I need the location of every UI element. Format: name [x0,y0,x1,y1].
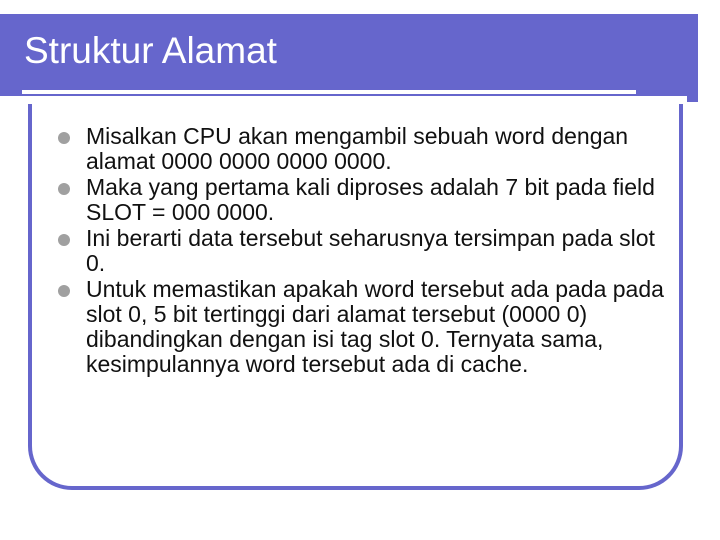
bullet-text: Misalkan CPU akan mengambil sebuah word dengan alamat 0000 0000 0000 0000. [86,123,629,174]
bullet-item [58,277,668,377]
bullet-dot-icon [58,234,70,246]
title-underline [22,90,636,94]
bullet-text: Maka yang pertama kali diproses adalah 7 bit pada field SLOT = 000 0000. [86,174,655,225]
bullet-dot-icon [58,132,70,144]
bullet-item [58,226,668,276]
bullet-item [58,124,668,174]
corner-notch [696,0,720,12]
bullet-dot-icon [58,285,70,297]
bullet-text: Ini berarti data tersebut seharusnya tersimpan pada slot 0. [86,225,655,276]
bullet-list [58,124,668,378]
bullet-dot-icon [58,183,70,195]
bullet-text: Untuk memastikan apakah word tersebut ada pada pada slot 0, 5 bit tertinggi dari alamat tersebut (0000 0) dibandingkan dengan isi tag slot 0. Ternyata sama, kesimpulannya word tersebut ada di cache. [86,276,664,377]
bullet-item [58,175,668,225]
slide-title: Struktur Alamat [24,30,277,71]
right-accent-stripe [687,14,698,102]
